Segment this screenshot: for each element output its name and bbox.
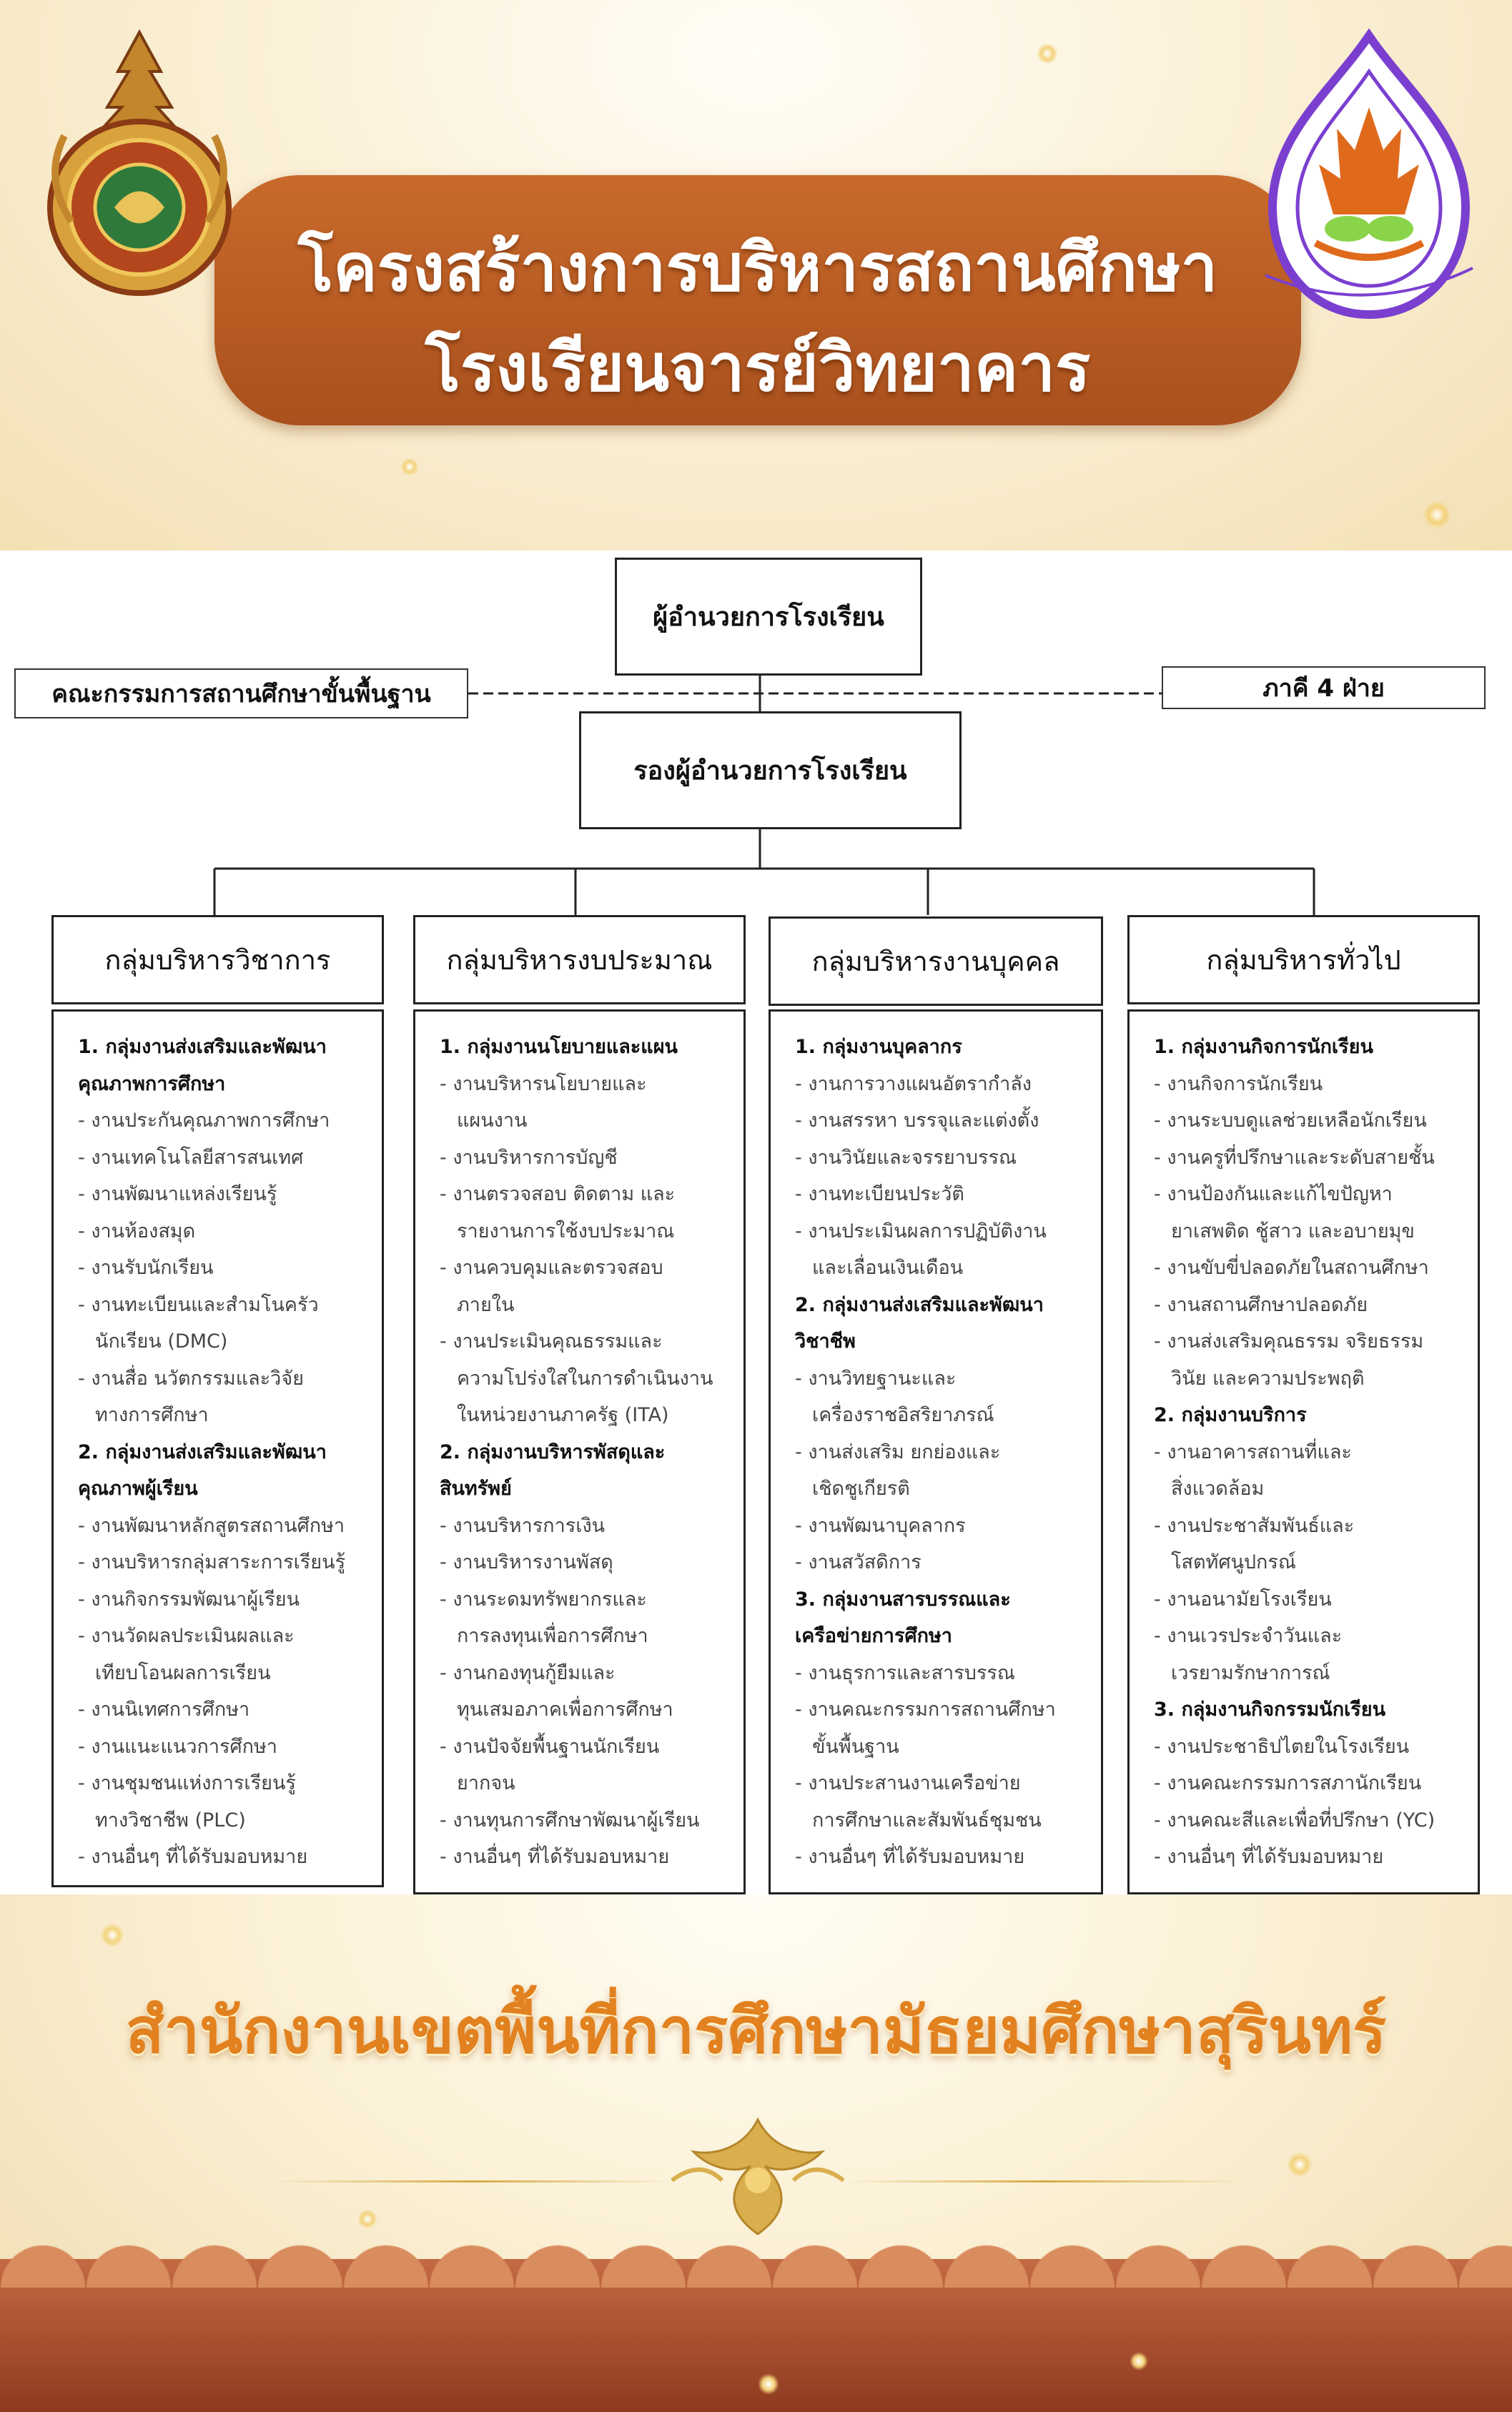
task-item: - งานวัดผลประเมินผลและ	[78, 1625, 295, 1647]
group-head-personnel: กลุ่มบริหารงานบุคคล	[769, 916, 1103, 1006]
ornament-line-left	[272, 2180, 672, 2183]
group-list-personnel	[769, 1009, 1103, 1894]
task-item: - งานสถานศึกษาปลอดภัย	[1154, 1293, 1368, 1316]
section-heading: 2. กลุ่มงานส่งเสริมและพัฒนา	[795, 1293, 1044, 1316]
task-item: - งานพัฒนาหลักสูตรสถานศึกษา	[78, 1514, 345, 1537]
section-heading: เครือข่ายการศึกษา	[795, 1625, 952, 1647]
task-item: - งานสรรหา บรรจุและแต่งตั้ง	[795, 1109, 1039, 1132]
task-item: - งานสื่อ นวัตกรรมและวิจัย	[78, 1367, 304, 1390]
task-item: วินัย และความประพฤติ	[1171, 1367, 1365, 1390]
task-item: ทางวิชาชีพ (PLC)	[95, 1809, 246, 1832]
task-item: ยากจน	[457, 1772, 515, 1794]
task-item: - งานพัฒนาบุคลากร	[795, 1514, 966, 1537]
section-heading: คุณภาพผู้เรียน	[78, 1478, 198, 1500]
task-item: - งานอื่นๆ ที่ได้รับมอบหมาย	[440, 1846, 670, 1868]
task-item: - งานกิจกรรมพัฒนาผู้เรียน	[78, 1588, 300, 1611]
task-item: - งานพัฒนาแหล่งเรียนรู้	[78, 1183, 277, 1205]
task-item: - งานระบบดูแลช่วยเหลือนักเรียน	[1154, 1109, 1427, 1132]
task-item: - งานประกันคุณภาพการศึกษา	[78, 1109, 330, 1132]
task-item: นักเรียน (DMC)	[95, 1330, 228, 1353]
task-item: - งานนิเทศการศึกษา	[78, 1699, 250, 1721]
task-item: - งานครูที่ปรึกษาและระดับสายชั้น	[1154, 1146, 1435, 1169]
group-head-budget: กลุ่มบริหารงบประมาณ	[413, 915, 746, 1004]
task-item: - งานประเมินคุณธรรมและ	[440, 1330, 663, 1353]
task-item: - งานบริหารการบัญชี	[440, 1146, 618, 1169]
task-item: - งานบริหารนโยบายและ	[440, 1072, 647, 1095]
task-item: - งานส่งเสริมคุณธรรม จริยธรรม	[1154, 1330, 1424, 1353]
task-item: ทุนเสมอภาคเพื่อการศึกษา	[457, 1699, 673, 1721]
task-item: ในหน่วยงานภาครัฐ (ITA)	[457, 1404, 669, 1426]
task-item: - งานบริหารการเงิน	[440, 1514, 606, 1537]
task-item: - งานขับขี่ปลอดภัยในสถานศึกษา	[1154, 1257, 1429, 1279]
task-item: ความโปร่งใสในการดำเนินงาน	[457, 1367, 713, 1390]
section-heading: วิชาชีพ	[795, 1330, 856, 1353]
task-item: - งานตรวจสอบ ติดตาม และ	[440, 1183, 676, 1205]
section-heading: 1. กลุ่มงานกิจการนักเรียน	[1154, 1036, 1373, 1058]
task-item: - งานอื่นๆ ที่ได้รับมอบหมาย	[1154, 1846, 1384, 1868]
task-item: เชิดชูเกียรติ	[812, 1478, 910, 1500]
section-heading: 2. กลุ่มงานบริหารพัสดุและ	[440, 1440, 666, 1463]
task-item: - งานสวัสดิการ	[795, 1551, 921, 1573]
task-item: - งานระดมทรัพยากรและ	[440, 1588, 647, 1611]
task-item: - งานแนะแนวการศึกษา	[78, 1735, 277, 1758]
task-item: - งานเทคโนโลยีสารสนเทศ	[78, 1146, 304, 1169]
task-item: - งานอื่นๆ ที่ได้รับมอบหมาย	[795, 1846, 1025, 1868]
task-item: - งานส่งเสริม ยกย่องและ	[795, 1440, 1001, 1463]
task-item: - งานทะเบียนและสำมโนครัว	[78, 1293, 319, 1316]
task-item: ยาเสพติด ชู้สาว และอบายมุข	[1171, 1220, 1415, 1242]
section-heading: 3. กลุ่มงานสารบรรณและ	[795, 1588, 1011, 1611]
task-item: - งานเวรประจำวันและ	[1154, 1625, 1343, 1647]
task-item: - งานการวางแผนอัตรากำลัง	[795, 1072, 1032, 1095]
task-item: เครื่องราชอิสริยาภรณ์	[812, 1404, 994, 1426]
task-item: - งานคณะกรรมการสภานักเรียน	[1154, 1772, 1422, 1794]
thai-ornament-icon	[658, 2116, 858, 2238]
partners-node: ภาคี 4 ฝ่าย	[1162, 666, 1486, 709]
section-heading: 1. กลุ่มงานนโยบายและแผน	[440, 1036, 678, 1058]
task-item: ภายใน	[457, 1293, 515, 1316]
task-item: - งานประชาธิปไตยในโรงเรียน	[1154, 1735, 1410, 1758]
group-list-general	[1127, 1009, 1480, 1894]
task-item: แผนงาน	[457, 1109, 528, 1132]
section-heading: 1. กลุ่มงานบุคลากร	[795, 1036, 962, 1058]
task-item: - งานอื่นๆ ที่ได้รับมอบหมาย	[78, 1846, 308, 1868]
section-heading: 2. กลุ่มงานบริการ	[1154, 1404, 1307, 1426]
task-item: - งานป้องกันและแก้ไขปัญหา	[1154, 1183, 1393, 1205]
task-item: - งานอนามัยโรงเรียน	[1154, 1588, 1332, 1611]
task-item: - งานชุมชนแห่งการเรียนรู้	[78, 1772, 296, 1794]
task-item: - งานควบคุมและตรวจสอบ	[440, 1257, 663, 1279]
group-head-general: กลุ่มบริหารทั่วไป	[1127, 915, 1480, 1004]
task-item: - งานวินัยและจรรยาบรรณ	[795, 1146, 1017, 1169]
section-heading: สินทรัพย์	[440, 1478, 512, 1500]
task-item: - งานกองทุนกู้ยืมและ	[440, 1661, 616, 1684]
page-title: โครงสร้างการบริหารสถานศึกษา	[297, 229, 1218, 306]
task-item: และเลื่อนเงินเดือน	[812, 1257, 964, 1279]
task-item: - งานคณะกรรมการสถานศึกษา	[795, 1699, 1056, 1721]
task-item: รายงานการใช้งบประมาณ	[457, 1220, 675, 1242]
task-item: เทียบโอนผลการเรียน	[95, 1661, 271, 1684]
ornament-line-right	[844, 2180, 1244, 2183]
district-office-title: สำนักงานเขตพื้นที่การศึกษามัธยมศึกษาสุรินทร์	[125, 1994, 1387, 2067]
task-item: - งานบริหารงานพัสดุ	[440, 1551, 613, 1573]
task-item: - งานธุรการและสารบรรณ	[795, 1661, 1015, 1684]
task-item: เวรยามรักษาการณ์	[1171, 1661, 1330, 1684]
school-name: โรงเรียนจารย์วิทยาคาร	[425, 330, 1091, 406]
task-item: - งานวิทยฐานะและ	[795, 1367, 957, 1390]
section-heading: 2. กลุ่มงานส่งเสริมและพัฒนา	[78, 1440, 327, 1463]
task-item: - งานกิจการนักเรียน	[1154, 1072, 1323, 1095]
task-item: - งานรับนักเรียน	[78, 1257, 214, 1279]
director-node: ผู้อำนวยการโรงเรียน	[615, 558, 922, 676]
deputy-director-node: รองผู้อำนวยการโรงเรียน	[579, 711, 962, 829]
task-item: - งานทะเบียนประวัติ	[795, 1183, 964, 1205]
section-heading: 1. กลุ่มงานส่งเสริมและพัฒนา	[78, 1036, 327, 1058]
section-heading: คุณภาพการศึกษา	[78, 1072, 226, 1095]
task-item: โสตทัศนูปกรณ์	[1171, 1551, 1296, 1573]
task-item: - งานห้องสมุด	[78, 1220, 196, 1242]
task-item: สิ่งแวดล้อม	[1171, 1478, 1265, 1500]
task-item: - งานประเมินผลการปฏิบัติงาน	[795, 1220, 1047, 1242]
board-node: คณะกรรมการสถานศึกษาขั้นพื้นฐาน	[14, 668, 468, 718]
task-item: - งานบริหารกลุ่มสาระการเรียนรู้	[78, 1551, 346, 1573]
task-item: - งานทุนการศึกษาพัฒนาผู้เรียน	[440, 1809, 700, 1832]
task-item: - งานอาคารสถานที่และ	[1154, 1440, 1352, 1463]
task-item: การศึกษาและสัมพันธ์ชุมชน	[812, 1809, 1042, 1832]
task-item: - งานปัจจัยพื้นฐานนักเรียน	[440, 1735, 660, 1758]
task-item: - งานคณะสีและเพื่อที่ปรึกษา (YC)	[1154, 1809, 1436, 1832]
group-head-academic: กลุ่มบริหารวิชาการ	[51, 915, 384, 1004]
task-item: - งานประสานงานเครือข่าย	[795, 1772, 1021, 1794]
task-item: การลงทุนเพื่อการศึกษา	[457, 1625, 648, 1647]
section-heading: 3. กลุ่มงานกิจกรรมนักเรียน	[1154, 1699, 1386, 1721]
group-list-academic	[51, 1009, 384, 1887]
task-item: ขั้นพื้นฐาน	[812, 1735, 899, 1758]
task-item: ทางการศึกษา	[95, 1404, 209, 1426]
task-item: - งานประชาสัมพันธ์และ	[1154, 1514, 1355, 1537]
group-list-budget	[413, 1009, 746, 1894]
